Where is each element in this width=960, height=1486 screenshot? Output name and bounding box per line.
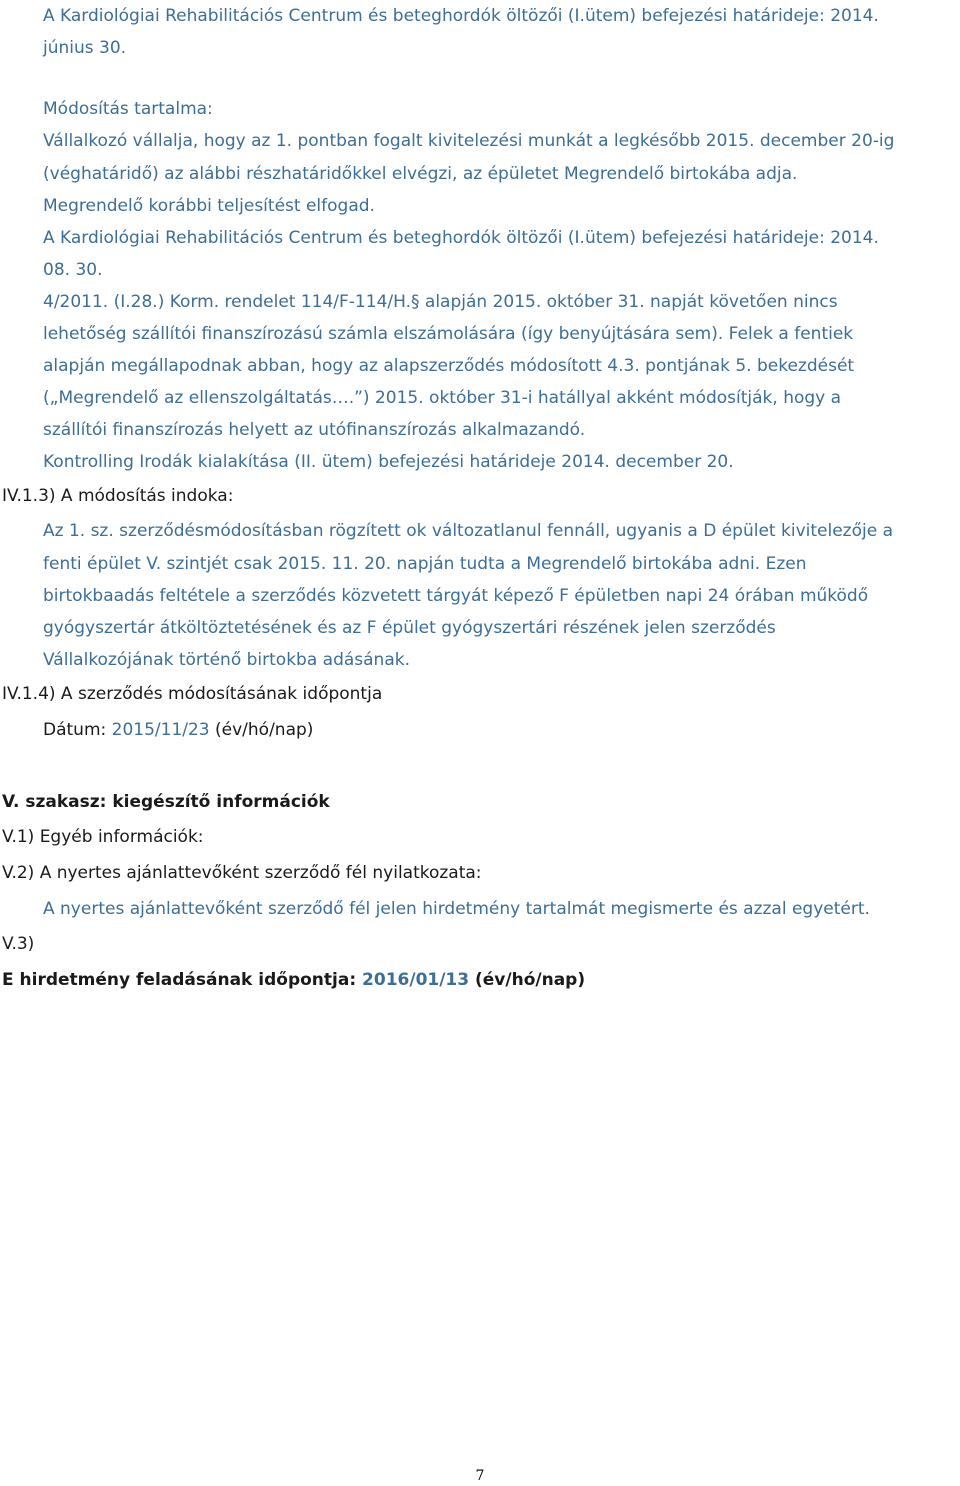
- modification-text: A Kardiológiai Rehabilitációs Centrum és beteghordók öltözői (I.ütem) befejezési határideje: 2014.: [43, 228, 879, 248]
- publication-date-line: [2, 968, 585, 992]
- modification-date: [43, 718, 313, 742]
- modification-text: 4/2011. (I.28.) Korm. rendelet 114/F-114/H.§ alapján 2015. október 31. napját követően nincs: [43, 292, 838, 312]
- reason-text: gyógyszertár átköltöztetésének és az F épület gyógyszertári részének jelen szerződés: [43, 618, 776, 638]
- modification-text: Vállalkozó vállalja, hogy az 1. pontban fogalt kivitelezési munkát a legkésőbb 2015. december 20-ig: [43, 131, 895, 151]
- section-iv14-heading: IV.1.4) A szerződés módosításának időpontja: [2, 684, 383, 704]
- modification-heading: Módosítás tartalma:: [43, 99, 213, 119]
- section-v3-heading: V.3): [2, 934, 35, 954]
- section-v2-heading: V.2) A nyertes ajánlattevőként szerződő fél nyilatkozata:: [2, 863, 482, 883]
- modification-text: Kontrolling Irodák kialakítása (II. ütem) befejezési határideje 2014. december 20.: [43, 452, 734, 472]
- date-format: (év/hó/nap): [209, 720, 314, 740]
- publication-label: E hirdetmény feladásának időpontja:: [2, 970, 363, 990]
- date-label: Dátum:: [43, 720, 112, 740]
- deadline-line-cont: június 30.: [43, 38, 127, 58]
- date-value: 2015/11/23: [111, 720, 210, 740]
- reason-text: Az 1. sz. szerződésmódosításban rögzített ok változatlanul fennáll, ugyanis a D épület kivitelezője a: [43, 521, 893, 541]
- publication-format: (év/hó/nap): [469, 970, 586, 990]
- winner-statement: A nyertes ajánlattevőként szerződő fél jelen hirdetmény tartalmát megismerte és azzal egyetért.: [43, 899, 870, 919]
- reason-text: Vállalkozójának történő birtokba adásának.: [43, 650, 410, 670]
- section-iv13-heading: IV.1.3) A módosítás indoka:: [2, 486, 234, 506]
- section-v1-heading: V.1) Egyéb információk:: [2, 827, 204, 847]
- modification-text: 08. 30.: [43, 260, 103, 280]
- modification-text: alapján megállapodnak abban, hogy az alapszerződés módosított 4.3. pontjának 5. bekezdését: [43, 356, 855, 376]
- modification-text: Megrendelő korábbi teljesítést elfogad.: [43, 196, 375, 216]
- modification-text: („Megrendelő az ellenszolgáltatás….”) 2015. október 31-i hatállyal akként módosítják, hogy a: [43, 388, 842, 408]
- modification-text: szállítói finanszírozás helyett az utófinanszírozás alkalmazandó.: [43, 420, 586, 440]
- section-v-heading: V. szakasz: kiegészítő információk: [2, 792, 330, 812]
- page-number: 7: [475, 1468, 485, 1484]
- publication-date: 2016/01/13: [362, 970, 470, 990]
- deadline-line: A Kardiológiai Rehabilitációs Centrum és beteghordók öltözői (I.ütem) befejezési határideje: 2014.: [43, 6, 879, 26]
- reason-text: birtokbaadás feltétele a szerződés közvetett tárgyát képező F épületben napi 24 órában működő: [43, 586, 869, 606]
- modification-text: (véghatáridő) az alábbi részhatáridőkkel elvégzi, az épületet Megrendelő birtokába adja.: [43, 164, 798, 184]
- reason-text: fenti épület V. szintjét csak 2015. 11. 20. napján tudta a Megrendelő birtokába adni. Ezen: [43, 554, 807, 574]
- modification-text: lehetőség szállítói finanszírozású számla elszámolására (így benyújtására sem). Felek a fentiek: [43, 324, 854, 344]
